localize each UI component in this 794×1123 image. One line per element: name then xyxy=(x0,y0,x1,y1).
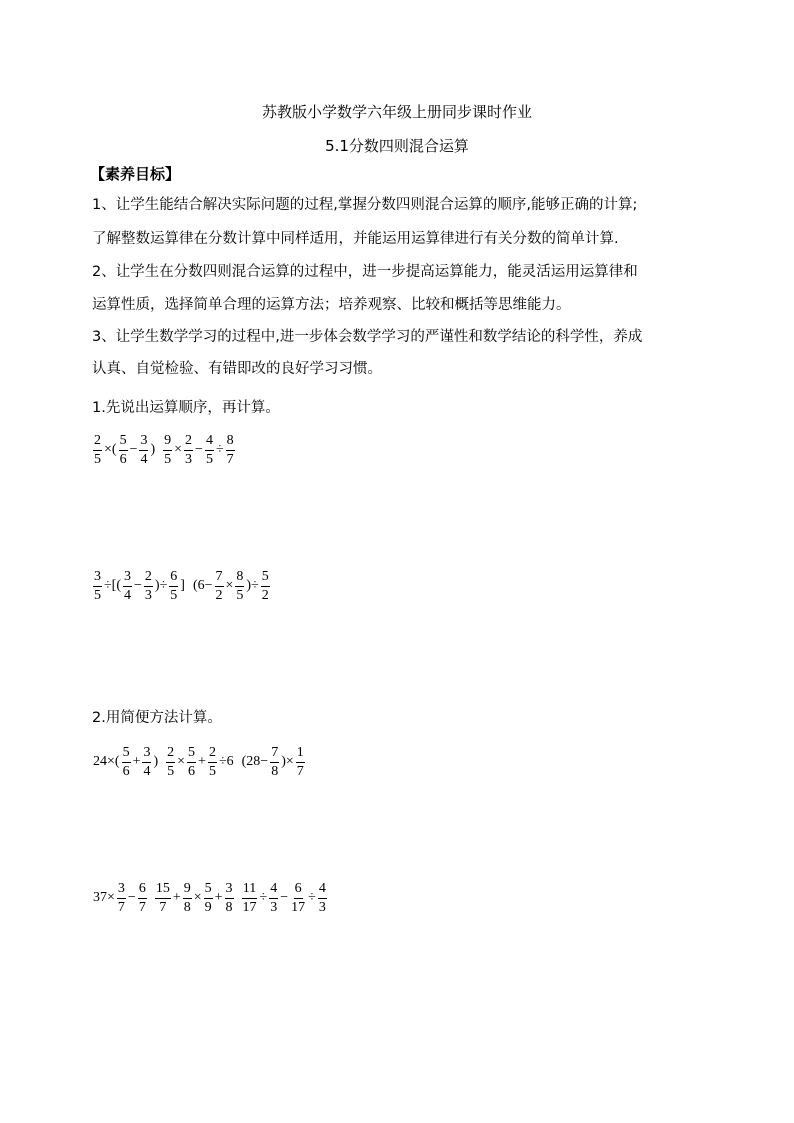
fraction xyxy=(142,746,151,779)
fraction xyxy=(163,434,172,467)
fraction xyxy=(204,882,213,915)
denominator: 7 xyxy=(138,899,146,915)
denominator: 6 xyxy=(119,451,127,467)
numerator: 5 xyxy=(122,746,131,763)
numerator: 2 xyxy=(93,434,102,451)
denominator: 2 xyxy=(261,587,269,603)
fraction xyxy=(205,434,214,467)
fraction xyxy=(122,746,131,779)
fraction xyxy=(187,746,196,779)
operator: ) xyxy=(153,754,159,769)
numerator: 9 xyxy=(163,434,172,451)
question-1-row-1 xyxy=(92,430,236,470)
operator: − xyxy=(280,890,289,905)
denominator: 5 xyxy=(164,451,172,467)
operator: ÷ xyxy=(259,890,268,905)
numerator: 3 xyxy=(142,746,151,763)
numerator: 8 xyxy=(226,434,235,451)
fraction xyxy=(235,570,244,603)
numerator: 7 xyxy=(270,746,279,763)
operator: × xyxy=(225,578,234,593)
numerator: 2 xyxy=(166,746,175,763)
fraction xyxy=(169,570,178,603)
numerator: 2 xyxy=(184,434,193,451)
fraction xyxy=(225,882,234,915)
numerator: 6 xyxy=(294,882,303,899)
numerator: 2 xyxy=(208,746,217,763)
fraction xyxy=(139,434,148,467)
numerator: 6 xyxy=(138,882,147,899)
denominator: 3 xyxy=(270,899,278,915)
fraction xyxy=(166,746,175,779)
denominator: 6 xyxy=(122,763,130,779)
numerator: 11 xyxy=(242,882,257,899)
numerator: 9 xyxy=(183,882,192,899)
fraction xyxy=(261,570,270,603)
operator: − xyxy=(134,578,142,593)
operator: + xyxy=(172,890,181,905)
denominator: 7 xyxy=(226,451,234,467)
goals-line-6: 认真、自觉检验、有错即改的良好学习习惯。 xyxy=(92,361,382,377)
fraction xyxy=(318,882,327,915)
denominator: 8 xyxy=(183,899,191,915)
fraction xyxy=(215,570,224,603)
operator: ) xyxy=(150,442,156,457)
fraction xyxy=(290,882,306,915)
denominator: 6 xyxy=(188,763,196,779)
fraction xyxy=(93,570,102,603)
numerator: 5 xyxy=(261,570,270,587)
numerator: 5 xyxy=(187,746,196,763)
operator: ×( xyxy=(104,442,117,457)
denominator: 17 xyxy=(242,899,257,915)
goals-line-3: 2、让学生在分数四则混合运算的过程中，进一步提高运算能力，能灵活运用运算律和 xyxy=(92,264,638,280)
numerator: 6 xyxy=(169,570,178,587)
operator: + xyxy=(198,754,206,769)
operator: )÷ xyxy=(246,578,259,593)
operator: 24×( xyxy=(93,754,120,769)
question-1-row-2 xyxy=(92,566,271,606)
denominator: 5 xyxy=(167,763,175,779)
numerator: 2 xyxy=(144,570,153,587)
numerator: 8 xyxy=(235,570,244,587)
fraction xyxy=(208,746,217,779)
denominator: 3 xyxy=(144,587,152,603)
operator: 37× xyxy=(93,890,115,905)
document-title: 苏教版小学数学六年级上册同步课时作业 xyxy=(261,103,532,121)
fraction xyxy=(123,570,132,603)
operator: + xyxy=(132,754,141,769)
denominator: 4 xyxy=(143,763,151,779)
fraction xyxy=(226,434,235,467)
numerator: 15 xyxy=(155,882,171,899)
operator: )÷ xyxy=(154,578,168,593)
denominator: 3 xyxy=(318,899,326,915)
question-2-prompt: 2.用简便方法计算。 xyxy=(92,710,222,726)
operator: × xyxy=(193,890,202,905)
operator: − xyxy=(195,442,203,457)
denominator: 5 xyxy=(94,451,101,467)
goals-line-5: 3、让学生数学学习的过程中,进一步体会数学学习的严谨性和数学结论的科学性，养成 xyxy=(92,329,643,345)
numerator: 7 xyxy=(215,570,224,587)
question-1-prompt: 1.先说出运算顺序，再计算。 xyxy=(92,400,280,416)
goals-line-2: 了解整数运算律在分数计算中同样适用，并能运用运算律进行有关分数的简单计算. xyxy=(92,231,619,247)
fraction xyxy=(117,882,126,915)
denominator: 5 xyxy=(236,587,244,603)
operator: × xyxy=(174,442,183,457)
denominator: 17 xyxy=(291,899,306,915)
denominator: 7 xyxy=(117,899,125,915)
fraction xyxy=(184,434,193,467)
operator: ÷6 xyxy=(218,754,234,769)
operator: (6− xyxy=(192,578,213,593)
numerator: 3 xyxy=(93,570,102,587)
denominator: 7 xyxy=(159,899,167,915)
fraction xyxy=(155,882,171,915)
denominator: 5 xyxy=(208,763,216,779)
goals-heading: 【素养目标】 xyxy=(90,165,181,183)
operator: (28− xyxy=(241,754,269,769)
denominator: 5 xyxy=(205,451,213,467)
question-2-row-1 xyxy=(92,742,306,782)
numerator: 1 xyxy=(296,746,305,763)
operator: × xyxy=(177,754,186,769)
operator: ÷ xyxy=(215,442,224,457)
numerator: 3 xyxy=(225,882,234,899)
numerator: 4 xyxy=(205,434,214,451)
operator: ÷ xyxy=(308,890,316,905)
fraction xyxy=(183,882,192,915)
denominator: 5 xyxy=(170,587,178,603)
numerator: 5 xyxy=(119,434,128,451)
denominator: 4 xyxy=(124,587,132,603)
goals-line-1: 1、让学生能结合解决实际问题的过程,掌握分数四则混合运算的顺序,能够正确的计算; xyxy=(92,197,638,213)
numerator: 3 xyxy=(123,570,132,587)
fraction xyxy=(144,570,153,603)
numerator: 4 xyxy=(269,882,278,899)
operator: − xyxy=(127,890,136,905)
fraction xyxy=(296,746,305,779)
denominator: 8 xyxy=(271,763,279,779)
operator: − xyxy=(129,442,138,457)
question-2-row-2 xyxy=(92,878,328,918)
fraction xyxy=(270,746,279,779)
denominator: 8 xyxy=(225,899,233,915)
denominator: 9 xyxy=(204,899,212,915)
goals-line-4: 运算性质，选择简单合理的运算方法；培养观察、比较和概括等思维能力。 xyxy=(92,297,571,313)
numerator: 3 xyxy=(117,882,126,899)
operator: + xyxy=(214,890,223,905)
numerator: 4 xyxy=(318,882,327,899)
fraction xyxy=(138,882,147,915)
denominator: 2 xyxy=(215,587,223,603)
operator: )× xyxy=(281,754,294,769)
fraction xyxy=(242,882,258,915)
denominator: 4 xyxy=(140,451,148,467)
operator: ÷[( xyxy=(104,578,122,593)
document-subtitle: 5.1分数四则混合运算 xyxy=(325,137,469,155)
denominator: 3 xyxy=(185,451,193,467)
operator: ] xyxy=(180,578,185,593)
fraction xyxy=(269,882,278,915)
denominator: 7 xyxy=(296,763,304,779)
fraction xyxy=(93,434,102,467)
fraction xyxy=(119,434,128,467)
denominator: 5 xyxy=(94,587,101,603)
numerator: 5 xyxy=(204,882,213,899)
numerator: 3 xyxy=(139,434,148,451)
